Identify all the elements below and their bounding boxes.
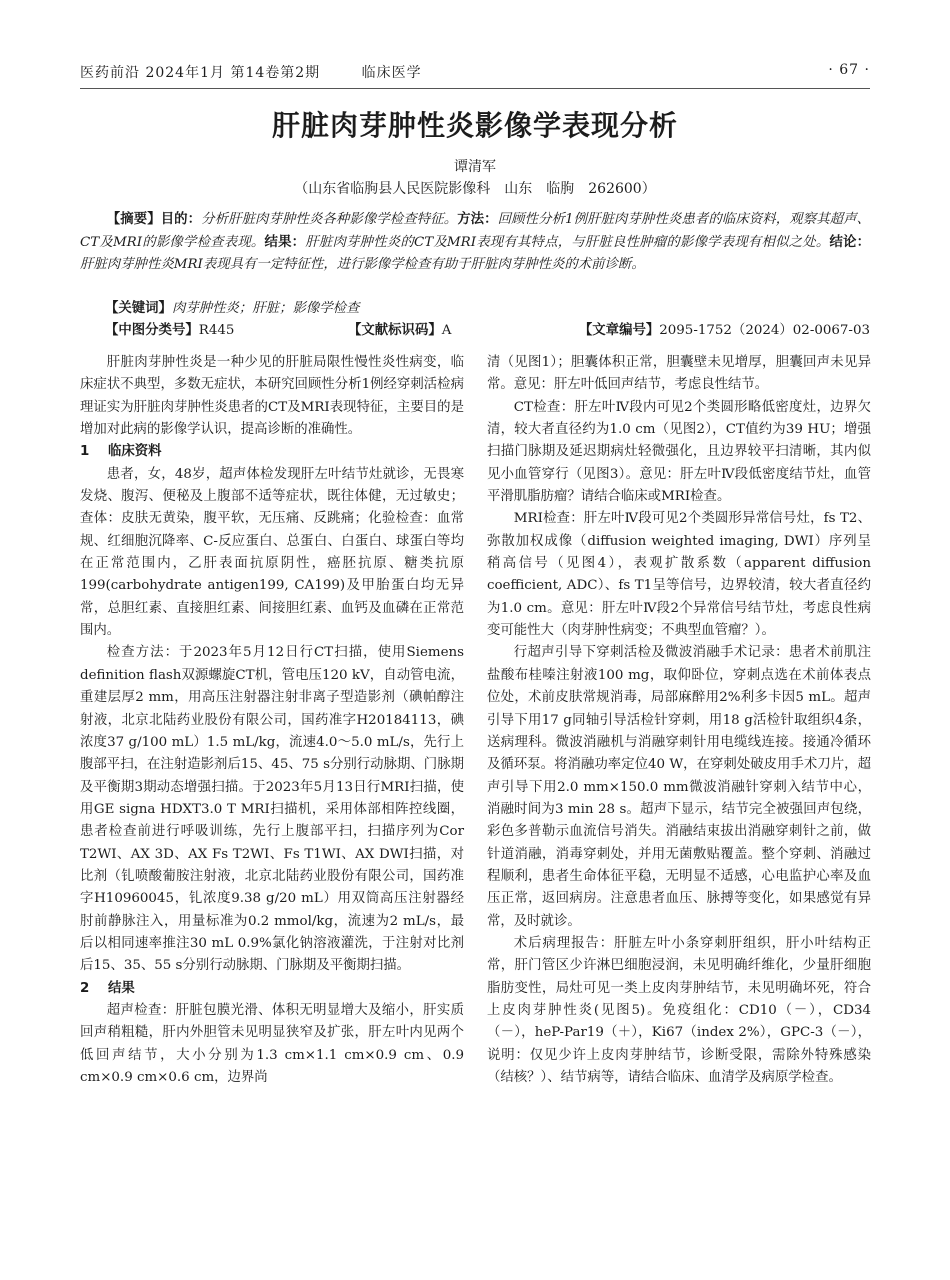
abstract-label: 【摘要】 [106,211,161,227]
objective-label: 目的： [160,211,202,227]
abstract-methods: 回顾性分析1例肝脏肉芽肿性炎患者的临床资料，观察其超声、CT及MRI的影像学检查表现。 [80,212,871,250]
conclusion-label: 结论： [829,234,870,250]
doc-code-label: 【文献标识码】 [348,322,442,338]
clc-code: R445 [198,323,235,338]
article-number-label: 【文章编号】 [578,322,660,338]
body-column-left [80,352,464,1089]
doc-code: A [441,323,452,338]
procedure-paragraph: 行超声引导下穿刺活检及微波消融手术记录：患者术前肌注盐酸布桂嗪注射液100 mg，取仰卧位，穿刺点选在术前体表点位处，术前皮肤常规消毒，局部麻醉用2%利多卡因5 mL。超声引导下用17 g同轴引导活检针穿刺，用18 g活检针取组织4条，送病理科。微波消融机与消融穿刺针用电缆线连接。接通冷循环及循环泵。将消融功率定位40 W，在穿刺处破皮用手术刀片，超声引导下用2.0 mm×150.0 mm微波消融针穿刺入结节中心，消融时间为3 min 28 s。超声下显示，结节完全被强回声包绕，彩色多普勒示血流信号消失。消融结束拔出消融穿刺针之前，做针道消融，消毒穿刺处，并用无菌敷贴覆盖。整个穿刺、消融过程顺利，患者生命体征平稳，无明显不适感，心电监护心率及血压正常，返回病房。注意患者血压、脉搏等变化，如果感觉有异常，及时就诊。 [487,645,871,929]
classification-line [80,319,870,341]
ct-paragraph: CT检查：肝左叶Ⅳ段内可见2个类圆形略低密度灶，边界欠清，较大者直径约为1.0 cm（见图2），CT值约为39 HU；增强扫描门脉期及延迟期病灶轻微强化，且边界较平扫清晰，其内似见小血管穿行（见图3）。意见：肝左叶Ⅳ段低密度结节灶，血管平滑肌脂肪瘤？请结合临床或MRI检查。 [487,399,871,505]
clc-label: 【中图分类号】 [105,322,199,338]
journal-section: 临床医学 [361,65,422,81]
section-number: 1 [80,444,90,460]
keywords-text: 肉芽肿性炎；肝脏；影像学检查 [171,301,360,316]
article-number: 2095-1752（2024）02-0067-03 [659,323,870,338]
patient-paragraph: 患者，女，48岁，超声体检发现肝左叶结节灶就诊，无畏寒发烧、腹泻、便秘及上腹部不适等症状，既往体健，无过敏史；查体：皮肤无黄染，腹平软，无压痛、反跳痛；化验检查：血常规、红细胞沉降率、C-反应蛋白、总蛋白、白蛋白、球蛋白等均在正常范围内，乙肝表面抗原阴性，癌胚抗原、糖类抗原199(carbohydrate antigen199, CA199)及甲胎蛋白均无异常，总胆红素、直接胆红素、间接胆红素、血钙及血磷在正常范围内。 [80,466,464,639]
section-heading [80,441,464,463]
methods-label: 方法： [457,211,498,227]
running-header [80,62,870,84]
keywords-label: 【关键词】 [105,300,172,316]
page-number: · 67 · [828,62,870,78]
intro-paragraph: 肝脏肉芽肿性炎是一种少见的肝脏局限性慢性炎性病变，临床症状不典型，多数无症状，本研究回顾性分析1例经穿刺活检病理证实为肝脏肉芽肿性炎患者的CT及MRI表现特征，主要目的是增加对此病的影像学认识，提高诊断的准确性。 [80,355,464,438]
abstract [80,208,870,276]
method-paragraph: 检查方法：于2023年5月12日行CT扫描，使用Siemens definition flash双源螺旋CT机，管电压120 kV，自动管电流，重建层厚2 mm，用高压注射器注射非离子型造影剂（碘帕醇注射液，北京北陆药业股份有限公司，国药准字H20184113，碘浓度37 g/100 mL）1.5 mL/kg，流速4.0～5.0 mL/s，先行上腹部平扫，在注射造影剂后15、45、75 s分别行动脉期、门脉期及平衡期3期动态增强扫描。于2023年5月13日行MRI扫描，使用GE signa HDXT3.0 T MRI扫描机，采用体部相阵控线圈，患者检查前进行呼吸训练，先行上腹部平扫，扫描序列为Cor T2WI、AX 3D、AX Fs T2WI、Fs T1WI、AX DWI扫描，对比剂（钆喷酸葡胺注射液，北京北陆药业股份有限公司，国药准字H10960045，钆浓度9.38 g/20 mL）用双筒高压注射器经肘前静脉注入，用量标准为0.2 mmol/kg，流速为2 mL/s，最后以相同速率推注30 mL 0.9%氯化钠溶液灌洗，于注射对比剂后15、35、55 s分别行动脉期、门脉期及平衡期扫描。 [80,645,464,974]
header-rule [80,88,870,89]
abstract-objective: 分析肝脏肉芽肿性炎各种影像学检查特征。 [201,212,458,227]
pathology-paragraph: 术后病理报告：肝脏左叶小条穿刺肝组织，肝小叶结构正常，肝门管区少许淋巴细胞浸润，未见明确纤维化，少量肝细胞脂肪变性，局灶可见一类上皮肉芽肿结节，未见明确坏死，符合上皮肉芽肿性炎(见图5)。免疫组化：CD10（－），CD34（－），heP-Par19（＋），Ki67（index 2%），GPC-3（－），说明：仅见少许上皮肉芽肿结节，诊断受限，需除外特殊感染（结核？）、结节病等，请结合临床、血清学及病原学检查。 [487,935,871,1085]
article-title: 肝脏肉芽肿性炎影像学表现分析 [271,109,678,142]
results-label: 结果： [264,234,306,250]
author-affiliation: （山东省临朐县人民医院影像科 山东 临朐 262600） [294,181,656,197]
section-number: 2 [80,980,90,996]
journal-name: 医药前沿 [80,65,140,81]
journal-issue: 2024年1月 第14卷第2期 [145,65,321,81]
ultrasound-paragraph: 超声检查：肝脏包膜光滑、体积无明显增大及缩小，肝实质回声稍粗糙，肝内外胆管未见明显狭窄及扩张，肝左叶内见两个低回声结节，大小分别为1.3 cm×1.1 cm×0.9 cm、0.9 cm×0.9 cm×0.6 cm，边界尚 [80,1002,464,1085]
section-heading [80,978,464,1000]
section-title: 临床资料 [108,444,162,460]
author-name: 谭清军 [454,159,496,175]
abstract-conclusion: 肝脏肉芽肿性炎MRI表现具有一定特征性，进行影像学检查有助于肝脏肉芽肿性炎的术前诊断。 [80,257,645,272]
section-title: 结果 [108,980,135,996]
ultrasound-paragraph-continued: 清（见图1）；胆囊体积正常，胆囊壁未见增厚，胆囊回声未见异常。意见：肝左叶低回声结节，考虑良性结节。 [487,355,871,393]
abstract-results: 肝脏肉芽肿性炎的CT及MRI表现有其特点，与肝脏良性肿瘤的影像学表现有相似之处。 [305,235,830,250]
mri-paragraph: MRI检查：肝左叶Ⅳ段可见2个类圆形异常信号灶，fs T2、弥散加权成像（diffusion weighted imaging, DWI）序列呈稍高信号（见图4），表观扩散系数（apparent diffusion coefficient, ADC）、fs T1呈等信号，边界较清，较大者直径约为1.0 cm。意见：肝左叶Ⅳ段2个异常信号结节灶，考虑良性病变可能性大（肉芽肿性病变；不典型血管瘤？）。 [487,511,871,639]
keywords [80,297,870,320]
body-column-right [487,352,871,1089]
